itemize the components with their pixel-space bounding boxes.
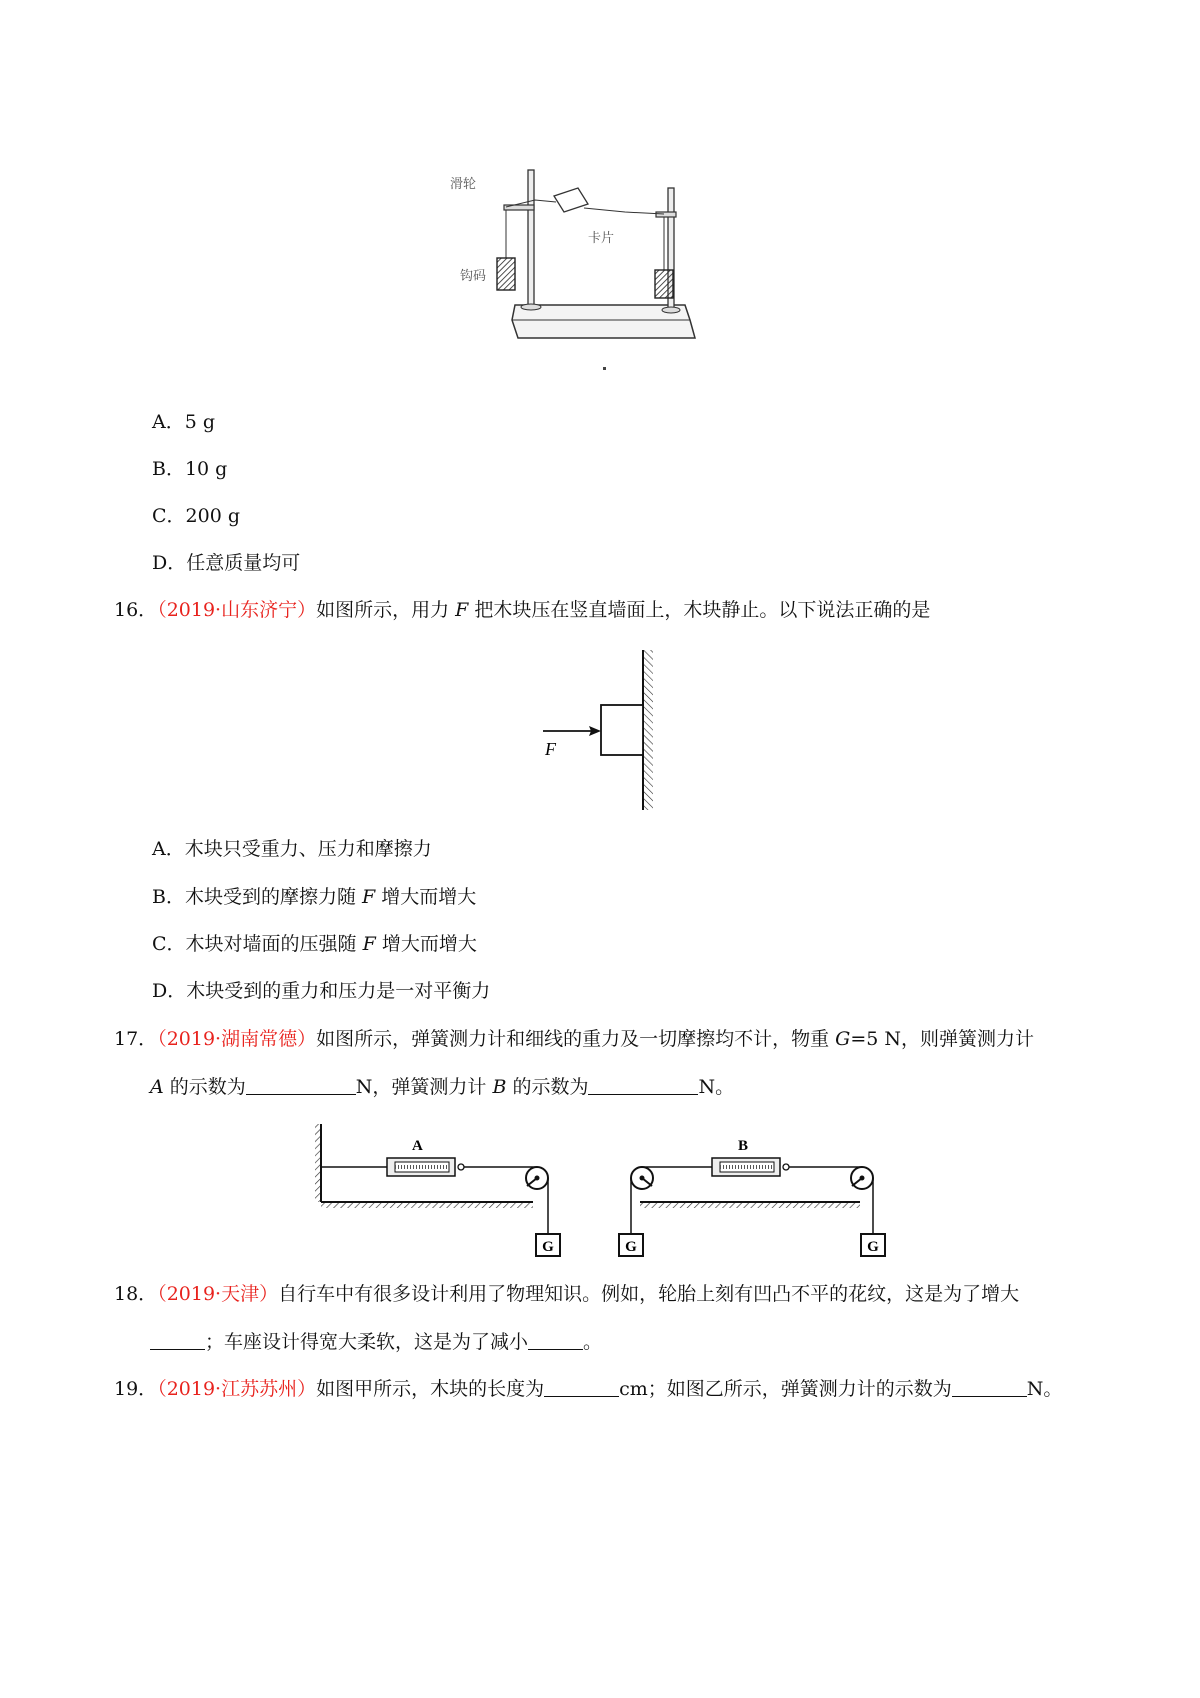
- q17-blank-a[interactable]: [246, 1074, 356, 1095]
- q17-figure-scale-b: [612, 1120, 887, 1260]
- q17-figure-scale-a: [315, 1120, 565, 1260]
- q18-stem-line2: ；车座设计得宽大柔软，这是为了减小 。: [150, 1329, 602, 1355]
- q16-source: （2019·山东济宁）: [157, 599, 317, 621]
- q15-label-card: 卡片: [588, 231, 615, 246]
- q19-source: （2019·江苏苏州）: [157, 1378, 317, 1400]
- q16-block-wall-figure: [535, 648, 665, 813]
- q17-stem-line2: A 的示数为 N，弹簧测力计 B 的示数为 N。: [150, 1076, 735, 1098]
- q16-number: 16．: [114, 599, 158, 621]
- q17-label-a: A: [412, 1138, 423, 1154]
- q15-label-weight: 钩码: [460, 269, 487, 284]
- q17-blank-b[interactable]: [588, 1074, 698, 1095]
- q18-source: （2019·天津）: [157, 1283, 279, 1305]
- q18-blank-2[interactable]: [528, 1329, 583, 1350]
- q17-weight-label-b-left: G: [625, 1239, 637, 1255]
- q16-option-c: C．木块对墙面的压强随 F 增大而增大: [152, 933, 477, 955]
- q17-number: 17．: [114, 1028, 158, 1050]
- q16-force-label: F: [545, 739, 556, 759]
- q17-weight-label-b-right: G: [867, 1239, 879, 1255]
- q19-number: 19．: [114, 1378, 158, 1400]
- q16-option-d: D．木块受到的重力和压力是一对平衡力: [152, 980, 491, 1002]
- q19-stem: 19．（2019·江苏苏州）如图甲所示，木块的长度为 cm；如图乙所示，弹簧测力计的示数为 N。: [114, 1378, 1063, 1400]
- q16-stem: 16．（2019·山东济宁）如图所示，用力 F 把木块压在竖直墙面上，木块静止。以下说法正确的是: [114, 599, 931, 621]
- q18-stem: 18．（2019·天津）自行车中有很多设计利用了物理知识。例如，轮胎上刻有凹凸不平的花纹，这是为了增大: [114, 1283, 1020, 1305]
- q18-number: 18．: [114, 1283, 158, 1305]
- q17-label-b: B: [738, 1138, 749, 1154]
- q15-label-pulley: 滑轮: [450, 177, 477, 192]
- q15-apparatus-figure: [450, 160, 710, 380]
- q15-option-d: D．任意质量均可: [152, 552, 301, 574]
- q16-option-b: B．木块受到的摩擦力随 F 增大而增大: [152, 886, 477, 908]
- q17-stem: 17．（2019·湖南常德）如图所示，弹簧测力计和细线的重力及一切摩擦均不计，物重 G=5 N，则弹簧测力计: [114, 1028, 1035, 1050]
- q15-figure-mark: [603, 367, 606, 370]
- q17-weight-label-a: G: [542, 1239, 554, 1255]
- q19-blank-length[interactable]: [544, 1376, 619, 1397]
- q15-option-a: A．5 g: [152, 411, 216, 433]
- q15-option-c: C．200 g: [152, 505, 241, 527]
- q19-blank-force[interactable]: [952, 1376, 1027, 1397]
- q15-option-b: B．10 g: [152, 458, 228, 480]
- q17-source: （2019·湖南常德）: [157, 1028, 317, 1050]
- q16-option-a: A．木块只受重力、压力和摩擦力: [152, 838, 432, 860]
- q18-blank-1[interactable]: [150, 1329, 205, 1350]
